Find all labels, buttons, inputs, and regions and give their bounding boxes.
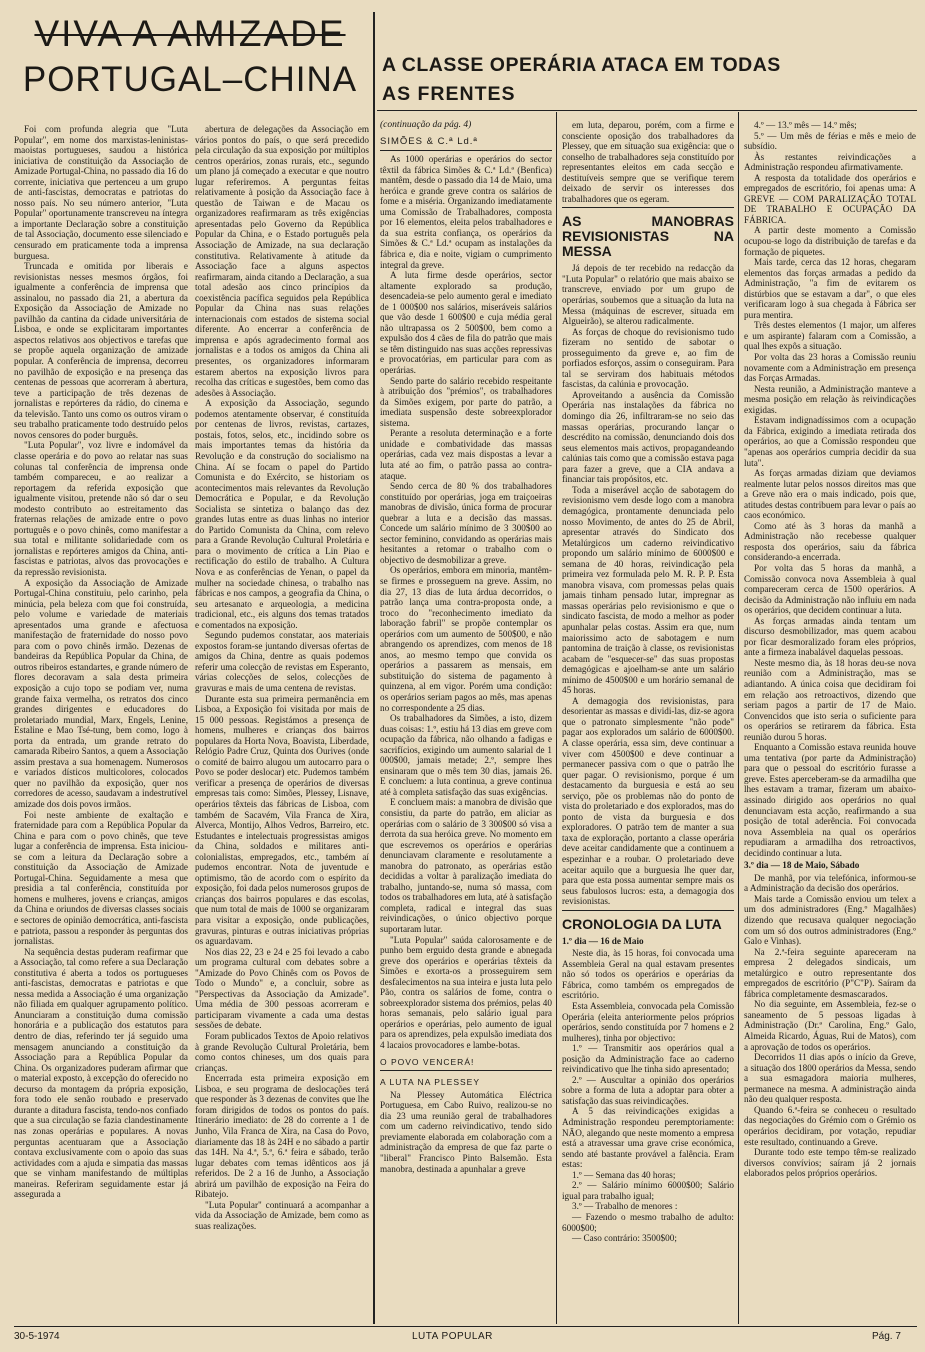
paragraph: Neste mesmo dia, às 18 horas deu-se nova reunião com a Administração, mas se adiantando. A única coisa que decidiram foi em relação aos retroactivos, dizendo que seriam pagos a partir de 17 de Maio. Convencidos que isto seria o suficiente para os operários se retirarem da fábrica. Esta reunião durou 5 horas. (744, 657, 916, 742)
column-1 (14, 124, 188, 1322)
divider (380, 150, 552, 151)
paragraph: A 5 das reivindicações exigidas a Administração respondeu peremptoriamente: NÃO, alegando que neste momento a empresa está a atravessar uma grave crise económica, sendo até bastante provável a falência. Eram estas: (562, 1106, 734, 1170)
column-rule-4-5 (738, 112, 739, 1324)
paragraph: Foram publicados Textos de Apoio relativos à grande Revolução Cultural Proletária, bem como contos chineses, um dos quais para crianças. (195, 1031, 369, 1073)
paragraph: Nos dias 22, 23 e 24 e 25 foi levado a cabo um programa cultural com debates sobre a "Amizade do Povo Chinês com os Povos de Todo o Mundo" e, a concluir, sobre as "Perspectivas da Associação da Amizade". Uma média de 300 pessoas acorreram e participaram vivamente a cada uma destas sessões de debate. (195, 946, 369, 1031)
paragraph: 2.º — Salário mínimo 6000$00; Salário igual para trabalho igual; (562, 1180, 734, 1201)
paragraph: Foi neste ambiente de exaltação e fraternidade para com a República Popular da China e para com o povo chinês, que teve lugar a conferência de imprensa. Esta iniciou-se com a leitura da Declaração sobre a constituição da Associação de Amizade Portugal-China. Seguidamente a mesa que presidia a tal conferência, constituída por homens e mulheres, jovens e crianças, amigos da China e oriundos de diversas classes sociais e sectores de opinião democrática, anti-fascista e patriota, passou a responder às perguntas dos jornalistas. (14, 809, 188, 947)
plessey-heading: A LUTA NA PLESSEY (380, 1077, 480, 1088)
paragraph: 3.º — Trabalho de menores : (572, 1201, 678, 1212)
column-rule-main (373, 12, 375, 1324)
paragraph: As 1000 operárias e operários do sector têxtil da fábrica Simões & C.ª Ld.ª (Benfica) mantêm, desde o passado dia 14 de Maio, uma heróica e grande greve contra os salários de fome e a miséria. Organizando imediatamente uma Comissão de Trabalhadores, composta por 16 elementos, eleita pelos trabalhadores e da sua estrita confiança, os operários da Simões & C.ª Ld.ª ocupam as instalações da fábrica e, dia e noite, vigiam o cumprimento integral da greve. (380, 154, 552, 270)
paragraph: Os operários, embora em minoria, mantêm-se firmes e prosseguem na greve. Assim, no dia 27, 13 dias de luta árdua decorridos, o patrão lança uma contra-proposta onde, a troco do "reconhecimento imediato da laboração fabril" se propõe contemplar os operários com um aumento de 500$00, e não abrangendo os aprendizes, com menos de 18 anos, ao mesmo tempo que convida os operários a passarem as mensais, em substituição do sistema de pagamento à quinzena, al em vigor. Porém uma condição: os operários seriam pagos ao mês, mas apenas no correspondente a 25 dias. (380, 565, 552, 713)
paragraph: Já depois de ter recebido na redacção da "Luta Popular" o relatório que mais abaixo se transcreve, enviado por um grupo de operárias, soubemos que a situação da luta na Messa (máquinas de escrever, situada em Algueirão), se alterou radicalmente. (562, 263, 734, 327)
paragraph: 1.º — Semana das 40 horas; (572, 1169, 676, 1180)
headline-left-line1: VIVA A AMIZADE (34, 13, 346, 54)
paragraph: Durante esta sua primeira permanência em Lisboa, a Exposição foi visitada por mais de 15 000 pessoas. Registámos a presença de homens, mulheres e crianças dos bairros populares da Horta Nova, Boavista, Liberdade, Relógio Padre Cruz, Quinta dos Ourives (onde o comité de bairro alugou um autocarro para o Povo se poder deslocar) etc. Pudemos também verificar a presença de operários de diversas empresas tais como: Simões, Plessey, Lisnave, operários têxteis das fábricas de Lisboa, com também de Sacavém, Vila Franca de Xira, Alverca, Montijo, Alhos Vedros, Barreiro, etc. Estudantes e intelectuais progressistas amigos da China, soldados e militares anti-colonialistas, empregados, etc., também aí pudemos encontrar. Nota de juventude e optimismo, tão de acordo com o espírito da exposição, foi dada pelos numerosos grupos de crianças dos bairros populares e das escolas, que num total de mais de 1000 se organizaram para visitar a exposição, onde publicações, gravuras, pinturas e outras iniciativas próprias os aguardavam. (195, 693, 369, 947)
paragraph: A resposta da totalidade dos operários e empregados de escritório, foi apenas uma: A GREVE — COM PARALIZAÇÃO TOTAL DE TRABALHO E OCUPAÇÃO DA FÁBRICA. (744, 172, 916, 225)
header-rule-right (377, 110, 917, 111)
manobras-heading: AS MANOBRAS REVISIONISTAS NA MESSA (562, 213, 734, 260)
paragraph: As forças de choque do revisionismo tudo fizeram no sentido de sabotar o prosseguimento da greve e, ao fim de porfiados esforços, assim o conseguiram. Para tal se serviram dos habituais métodos fascistas, da calúnia e provocação. (562, 326, 734, 390)
paragraph: 4.º — 13.º mês — 14.º mês; (754, 120, 857, 130)
paragraph: Aproveitando a ausência da Comissão Operária nas instalações da fábrica no domingo dia 26, infiltraram-se no seio das massas operárias, procurando lançar o descrédito na comissão, denunciando dois dos seus elementos mais activos, propagandeando calúnias tais como que a comissão estava paga para fazer a greve, que a CIA andava a financiar tais propósitos, etc. (562, 389, 734, 485)
paragraph: Enquanto a Comissão estava reunida houve uma tentativa (por parte da Administração) para que o pessoal do escritório furasse a greve. Estes aperceberam-se da armadilha que lhes estavam a tramar, fizeram um abaixo-assinado dirigido aos operários no qual denunciavam esta acção, reafirmando a sua posição de total aderência. Foi convocada nova Assembleia na qual os operários repudiaram a armadilha dos retroactivos, decidindo continuar a luta. (744, 742, 916, 858)
paragraph: Neste dia, às 15 horas, foi convocada uma Assembleia Geral na qual estavam presentes não só todos os operários e operárias da Fábrica, como também os empregados de escritório. (562, 948, 734, 1001)
day3-heading: 3.º dia — 18 de Maio, Sábado (744, 860, 860, 871)
paragraph: 5.º — Um mês de férias e mês e meio de subsídio. (744, 130, 916, 152)
byline-simoes: SIMÕES & C.ª Ld.ª (380, 135, 478, 147)
footer-date: 30-5-1974 (14, 1331, 60, 1342)
day1-heading: 1.º dia — 16 de Maio (562, 935, 644, 946)
povo-vencera: O POVO VENCERÁ! (380, 1056, 475, 1067)
headline-left-line2: PORTUGAL–CHINA (22, 60, 358, 99)
paragraph: Os trabalhadores da Simões, a isto, dizem duas coisas: 1.º, estiu há 13 dias em greve com ocupação da fábrica, não olhando a fadigas e sacrifícios, exigindo um aumento salarial de 1 000$00, jamais metade; 2.º, sempre lhes ensinaram que o mês tem 30 dias, jamais 26. E concluem: a luta continua, a greve continua até à completa satisfação das suas exigências. (380, 713, 552, 797)
paragraph: Quando 6.ª-feira se conheceu o resultado das negociações do Grémio com o Grémio os operários decidiram, por votação, repudiar este resultado, continuando a Greve. (744, 1104, 916, 1147)
paragraph: "Luta Popular" continuará a acompanhar a vida da Associação de Amizade, bem como as suas realizações. (195, 1199, 369, 1231)
paragraph: Sendo cerca de 80 % dos trabalhadores constituído por operárias, joga em traiçoeiras manobras de divisão, única forma de procurar quebrar a luta e a decisão das massas. Concede um salário mínimo de 3 300$00 ao sector feminino, convidando as operárias mais hesitantes a retomar o trabalho com o objectivo de desmobilizar a greve. (380, 481, 552, 565)
paragraph: Mais tarde, cerca das 12 horas, chegaram elementos das forças armadas a pedido da Administração, "a fim de evitarem os distúrbios que se estavam a dar", o que eles verificaram logo à sua chegada à Fábrica ser pura mentira. (744, 257, 916, 320)
continuation-note: (continuação da pág. 4) (380, 120, 472, 130)
paragraph: 2.º — Auscultar a opinião dos operários sobre a forma de luta a adoptar para obter a satisfação das suas reivindicações. (562, 1074, 734, 1106)
paragraph: — Fazendo o mesmo trabalho de adulto: 6000$00; (562, 1211, 734, 1233)
divider (562, 910, 734, 911)
paragraph: Mais tarde a Comissão enviou um telex a um dos administradores (Eng.º Magalhães) dizendo que recusava qualquer negociação com um só dos outros administradores (Eng.º Galo e Vinhas). (744, 893, 916, 947)
column-3 (380, 120, 552, 1322)
paragraph: Foi com profunda alegria que "Luta Popular", em nome dos marxistas-leninistas-maoistas portugueses, saudou a histórica iniciativa de constituição da Associação de Amizade Portugal-China, no passado dia 16 do corrente, iniciativa que pertenceu a um grupo de anti-fascistas, democratas e patriotas do nosso país. No seu número anterior, "Luta Popular" oportunamente transcreveu na íntegra a importante Declaração sobre a constituição de tal Associação, documento esse silenciado e censurado em praticamente toda a imprensa burguesa. (14, 124, 188, 261)
footer-title: LUTA POPULAR (412, 1331, 493, 1342)
paragraph: A exposição da Associação, segundo podemos atentamente observar, é constituída por centenas de livros, revistas, cartazes, postais, fotos, selos, etc., incidindo sobre os mais importantes temas da história da Revolução e da construção do socialismo na China. Aí se focam o papel do Partido Comunista e do Exército, se historiam os acontecimentos mais relevantes da Revolução Democrática e Popular, e da Revolução Socialista se sintetiza o balanço das dez grandes lutas entre as duas linhas no interior do Partido Comunista da China, com relevo para a Grande Revolução Cultural Proletária e para o movimento de crítica a Lin Piao e rectificação do estilo de trabalho. A Cultura Nova e as conferências de Yenan, o papel da mulher na sociedade chinesa, o trabalho nas fábricas e nos campos, a geografia da China, o seu artesanato e arqueologia, a medicina tradicional, etc., eis alguns dos temas tratados e comentados na exposição. (195, 398, 369, 630)
paragraph: As forças armadas ainda tentam um discurso desmobilizador, mas quem acabou por ficar desmoralizado foram eles próprios, ante a firmeza inabalável daquelas pessoas. (744, 615, 916, 658)
paragraph: abertura de delegações da Associação em vários pontos do país, o que será precedido pela circulação da sua exposição por múltiplos centros operários, zonas rurais, etc., segundo um plano já começado a executar e que noutro lugar referiremos. A perguntas feitas relativamente à posição da Associação face à questão de Taiwan e de Macau os organizadores reafirmaram as três exigências apresentadas pelo Governo da República Popular da China, e o Estado português pela Associação de Amizade, na sua declaração constitutiva. Relativamente à atitude da Associação face a alguns aspectos reafirmaram, ainda citando a Declaração, a sua total adesão aos cinco princípios da coexistência pacífica seguidos pela República Popular da China nas suas relações internacionais com estados de sistema social diferente. Ao encerrar a conferência de imprensa e após agradecimento formal aos jornalistas e a todos os amigos da China ali presentes, os organizadores informaram estarem abertos na exposição livros para recolha das críticas e sugestões, bem como das adesões à Associação. (195, 124, 369, 398)
paragraph: Na sequência destas puderam reafirmar que a Associação, tal como refere a sua Declaração constitutiva é aberta a todos os portugueses anti-fascistas, democratas e patriotas e que nessa medida a Associação é uma organização não filiada em qualquer agrupamento político. Anunciaram a constituição duma comissão honorária e a publicação dos estatutos para dentro de dias, referindo ter já seguido uma mensagem anunciando a constituição da Associação para a República Popular da China. Os organizadores puderam afirmar que o material exposto, à excepção do oferecido no decurso da montagem da própria exposição, fora todo ele senão roubado e preservado durante a ditadura fascista, tendo-nos confiado que a sua circulação se fazia clandestinamente nas zonas operárias e populares. A novas perguntas acentuaram que a Associação contava exclusivamente com o apoio das suas actividades com a ajuda e simpatia das massas que se vinham manifestando de múltiplas maneiras. Referiram seguidamente estar já assegurada a (14, 946, 188, 1200)
paragraph: Como até às 3 horas da manhã a Administração não recebesse qualquer resposta dos operários, saiu da fábrica considerando-a encerrada. (744, 520, 916, 563)
paragraph: De manhã, por via telefónica, informou-se a Administração da decisão dos operários. (744, 872, 916, 894)
paragraph: Encerrada esta primeira exposição em Lisboa, e seu programa de deslocações terá que responder às 3 dezenas de convites que lhe foram dirigidos de todos os pontos do país. Itinerário imediato: de 28 do corrente a 1 de Junho, Vila Franca de Xira, na Casa do Povo, diariamente das 18 às 24H e no sábado a partir das 14H. Na 4.ª, 5.ª, 6.ª feira e sábado, terão lugar debates com temas idênticos aos já referidos. De 2 a 16 de Junho, a Associação abrirá um pavilhão de exposição na Feira do Ribatejo. (195, 1073, 369, 1200)
paragraph: Truncada e omitida por liberais e revisionistas nesses mesmos órgãos, foi igualmente a conferência de imprensa que assinalou, no passado dia 21, a abertura da Exposição da Associação de Amizade no pavilhão da cantina da cidade universitária de Lisboa, e onde se explicitaram importantes aspectos relativos aos objectivos e tarefas que se propõe aquela organização de amizade popular. A conferência de imprensa, decorreu no pavilhão de exposição e na presença das centenas de pessoas que acorreram à abertura, teve a participação de três dezenas de jornalistas e repórteres da rádio, do cinema e da televisão. Tanto uns como os outros viram o seu trabalho praticamente todo destruído pelos novos censores do poder burguês. (14, 261, 188, 440)
paragraph: — Caso contrário: 3500$00; (572, 1233, 677, 1244)
footer-rule (14, 1326, 917, 1327)
paragraph: Na Plessey Automática Eléctrica Portuguesa, em Cabo Ruivo, realizou-se no dia 23 uma reunião geral de trabalhadores com um caderno reivindicativo, tendo sido previamente elaborada em colaboração com a administração da empresa de que faz parte o "liberal" Francisco Pinto Balsemão. Esta manobra, destinada a apunhalar a greve (380, 1089, 552, 1174)
paragraph: Na 2.ª-feira seguinte apareceram na empresa 2 delegados sindicais, um metalúrgico e outro representante dos empregados de escritório (P"C"P). Saíram da fábrica completamente desmascarados. (744, 946, 916, 999)
paragraph: A partir deste momento a Comissão ocupou-se logo da distribuição de tarefas e da formação de piquetes. (744, 225, 916, 257)
paragraph: Estavam indignadíssimos com a ocupação da Fábrica, exigindo a imediata retirada dos operários, ao que a Comissão respondeu que "apenas aos operários cumpria decidir da sua luta". (744, 415, 916, 468)
paragraph: No dia seguinte, em Assembleia, fez-se o saneamento de 5 pessoas ligadas à Administração (Dr.ª Carolina, Eng.º Galo, Almeida Ricardo, Águas, Rui de Matos), com a aprovação de todos os operários. (744, 999, 916, 1052)
paragraph: "Luta Popular" saúda calorosamente e de punho bem erguido desta grande e abnegada greve dos operários e operárias têxteis da Simões e exorta-os a prosseguirem sem desfalecimentos na sua inteira e justa luta pelo Pão, contra os salários de fome, contra o sobreexplorador sistema dos prémios, pelas 40 horas semanais, pelo salário igual para operários e operárias, pelo aumento de igual para os aprendizes, pela expulsão imediata dos 4 lacaios provocadores e lambe-botas. (380, 934, 552, 1051)
paragraph: As forças armadas diziam que deviamos realmente lutar pelos nossos direitos mas que a Greve não era o mais indicado, pois que, atitudes destas contribuem para levar o país ao caos económico. (744, 468, 916, 521)
column-4 (562, 120, 734, 1322)
paragraph: Perante a resoluta determinação e a forte unidade e combatividade das massas operárias, cada vez mais dispostas a levar a luta até ao fim, o patrão passa ao contra-ataque. (380, 428, 552, 481)
paragraph: Decorridos 11 dias após o início da Greve, a situação dos 1800 operários da Messa, sendo a sua esmagadora maioria mulheres, permanece na mesma. A administração ainda não deu qualquer resposta. (744, 1052, 916, 1105)
paragraph: Três destes elementos (1 major, um alferes e um aspirante) falaram com a Comissão, a qual lhes expôs a situação. (744, 320, 916, 352)
divider (562, 207, 734, 208)
divider (380, 1070, 552, 1071)
paragraph: Por volta das 5 horas da manhã, a Comissão convoca nova Assembleia à qual compareceram cerca de 1500 operários. A decisão da Administração não influiu em nada os operários, que decidem continuar a luta. (744, 562, 916, 616)
footer-page-number: Pág. 7 (872, 1331, 901, 1342)
paragraph: E concluem mais: a manobra de divisão que consistiu, da parte do patrão, em aliciar as operárias com o salário de 3 300$00 só visa a derrota da sua heróica greve. No momento em que escrevemos os operários e operárias denunciavam claramente e resolutamente a manobra do patronato, as operárias estão decididas a voltar à paralização imediata do trabalho, juntando-se, numa só massa, com todos os trabalhadores em luta, até à satisfação completa, radical e integral das suas reivindicações, o único objectivo porque suportaram lutar. (380, 797, 552, 935)
paragraph: Às restantes reivindicações a Administração respondeu afirmativamente. (744, 151, 916, 173)
cronologia-heading: CRONOLOGIA DA LUTA (562, 915, 722, 932)
headline-right-line1: A CLASSE OPERÁRIA ATACA EM TODAS (382, 54, 781, 76)
paragraph: Toda a miserável acção de sabotagem do revisionismo vem desde logo com a manobra demagógica, prontamente denunciada pelo nosso Movimento, de antes do 25 de Abril, apresentar através do Sindicato dos Metalúrgicos um caderno reivindicativo propondo um salário mínimo de 6000$00 e semana de 40 horas, reivindicação pela primeira vez formulada pelo M. R. P. P. Esta manobra visava, com promessas pelas quais jamais tinham pensado lutar, impregnar as massas operárias pelo revisionismo e que o sindicato fascista, de modo a melhor as poder apunhalar pelas costas. Assim era que, num maiorissimo acto de sabotagem e num pantomina de traição à classe, os revisionistas acabam de "esquecer-se" das suas propostas demagógicas e ajoelham-se ante um salário mínimo de 4500$00 e um horário semanal de 45 horas. (562, 484, 734, 696)
paragraph: Nesta reunião, a Administração manteve a mesma posição em relação às reivindicações exigidas. (744, 383, 916, 415)
paragraph: Esta Assembleia, convocada pela Comissão Operária (eleita anteriormente pelos próprios operários, sendo constituída por 7 homens e 2 mulheres), tinha por objectivo: (562, 1001, 734, 1043)
column-5 (744, 120, 916, 1322)
paragraph: A luta firme desde operários, sector altamente explorado sa produção, desencadeia-se pelo aumento geral e imediato de 1 000$00 nos salários, miseráveis salários que vão desde 1 600$00 e cuja média geral não ultrapassa os 2 500$00, bem como a expulsão dos 4 cães de fila do patrão que mais se têm distinguido nas suas acções repressivas e provocatórias, em particular para com as operárias. (380, 270, 552, 376)
headline-right-line2: AS FRENTES (382, 83, 516, 105)
paragraph: "Luta Popular", voz livre e indomável da classe operária e do povo ao relatar nas suas colunas tal conferência de imprensa onde também compareceu, e ao realizar a reportagem da referida exposição que igualmente visitou, pretende não só dar o seu modesto contributo ao estreitamento das fraternas relações de amizade entre o povo português e o povo chinês, como manifestar a sua total e militante solidariedade com os jornalistas e repórteres amigos da China, anti-fascistas e patriotas, alvos das provocações e da repressão revisionista. (14, 440, 188, 577)
paragraph: A exposição da Associação de Amizade Portugal-China constituiu, pelo carinho, pela minúcia, pela beleza com que foi construída, pelo volume e variedade de materiais apresentados uma grande e afectuosa manifestação de fraternidade do nosso povo para com o povo chinês irmão. Dezenas de bandeiras da República Popular da China, de outros ribeiros estandartes, e grande número de flores decoravam a sala desta primeira exposição a cujo topo se podiam ver, numa grande faixa vermelha, os retratos dos cinco grandes dirigentes e educadores do proletariado mundial, Marx, Engels, Lenine, Estaline e Mao Tsé-tung, bem como, logo à porta da entrada, um grande retrato do camarada Ribeiro Santos, a quem a Associação assim prestava a sua homenagem. Numerosos e variados dísticos multicolores, colocados quer no pavilhão da exposição, quer nos corredores de acesso, saudavam a indestrutível amizade dos dois povos irmãos. (14, 577, 188, 809)
column-rule-3-4 (556, 112, 557, 1324)
paragraph: em luta, deparou, porém, com a firme e consciente oposição dos trabalhadores da Plessey, que em situação sua exigência: que o conselho de trabalhadores seja constituído por representantes eleitos em cada secção e destituíveis sempre que se verifique terem deixado de servir os interesses dos trabalhadores que os egeram. (562, 120, 734, 204)
paragraph: A demagogia dos revisionistas, para desorientar as massas e dividi-las, diz-se agora que o patronato simplesmente "não pode" pagar aos explorados um salário de 6000$00. A classe operária, essa sim, deve continuar a viver com 4500$00 e deve continuar a permanecer passiva com o que o patrão lhe quer pagar. O revisionismo, porque é um destacamento da burguesia e está ao seu serviço, põe os problemas não do ponto de vista do proletariado e dos explorados, mas do ponto de vista da burguesia e dos exploradores. O patrão tem de manter a sua taxa de exploração, portanto a classe operária deve aceitar candidamente que a continuem a espezinhar e a roubar. O proletariado deve aceitar aquilo que a burguesia lhe quer dar, para que esta possa aumentar sempre mais os seus fabulosos lucros: esta, a demagogia dos revisionistas. (562, 695, 734, 907)
paragraph: Sendo parte do salário recebido respeitante à atribuição dos "prémios", os trabalhadores da Simões exigem, por parte do patrão, a imediata suspensão deste sobreexplorador sistema. (380, 375, 552, 428)
column-2 (195, 124, 369, 1322)
paragraph: Segundo pudemos constatar, aos materiais expostos foram-se juntando diversas ofertas de amigos da China, dentre as quais podemos referir uma colecção de revistas em Esperanto, várias colecções de selos, colecções de gravuras e mais de uma centena de revistas. (195, 630, 369, 693)
paragraph: Durante todo este tempo têm-se realizado diversos convívios; saíram já 2 jornais elaborados pelos próprios operários. (744, 1147, 916, 1179)
paragraph: Por volta das 23 horas a Comissão reuniu novamente com a Administração em presença das Forças Armadas. (744, 352, 916, 384)
paragraph: 1.º — Transmitir aos operários qual a posição da Administração face ao caderno reivindicativo que lhe tinha sido apresentado; (562, 1043, 734, 1075)
